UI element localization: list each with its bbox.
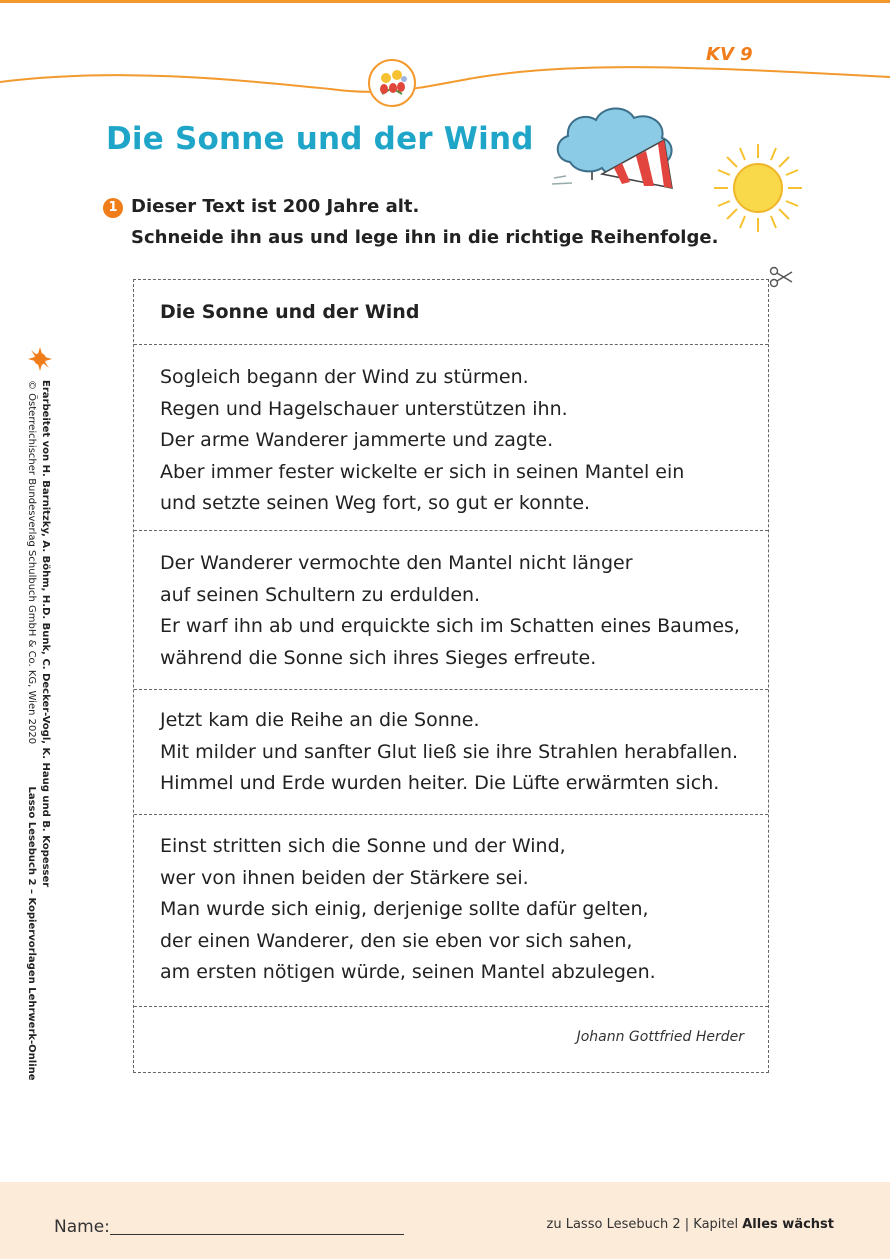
- text-line: wer von ihnen beiden der Stärkere sei.: [160, 866, 529, 889]
- text-line: Der arme Wanderer jammerte und zagte.: [160, 429, 554, 451]
- text-line: Er warf ihn ab und erquickte sich im Schatten eines Baumes,: [160, 615, 740, 637]
- chapter-name: Alles wächst: [742, 1217, 834, 1232]
- cut-section-title: [160, 297, 419, 329]
- text-line: Sogleich begann der Wind zu stürmen.: [160, 366, 529, 388]
- cloud-windsock-icon: [552, 100, 682, 195]
- top-rule: [0, 0, 890, 3]
- text-line: Jetzt kam die Reihe an die Sonne.: [160, 709, 480, 731]
- text-line: Mit milder und sanfter Glut ließ sie ihre Strahlen herabfallen.: [160, 740, 739, 763]
- text-line: am ersten nötigen würde, seinen Mantel abzulegen.: [160, 961, 656, 983]
- cut-line: [134, 530, 768, 531]
- cut-line: [134, 814, 768, 815]
- cut-section-coat: [160, 548, 740, 674]
- task-instruction-1: Dieser Text ist 200 Jahre alt.: [131, 196, 420, 217]
- name-label: Name:: [54, 1217, 110, 1237]
- text-line: Aber immer fester wickelte er sich in seinen Mantel ein: [160, 460, 685, 483]
- text-line: Einst stritten sich die Sonne und der Wind,: [160, 835, 566, 857]
- footer: [0, 1182, 890, 1259]
- text-line: Man wurde sich einig, derjenige sollte dafür gelten,: [160, 898, 649, 920]
- text-line: während die Sonne sich ihres Sieges erfreute.: [160, 646, 597, 669]
- flower-bouquet-icon: [364, 58, 420, 108]
- cut-line: [134, 1006, 768, 1007]
- copyright-text: © Österreichischer Bundesverlag Schulbuch GmbH & Co. KG, Wien 2020: [26, 380, 37, 745]
- book-ref-text: zu Lasso Lesebuch 2 | Kapitel: [546, 1217, 743, 1232]
- page-title: Die Sonne und der Wind: [106, 121, 534, 157]
- text-line: Der Wanderer vermochte den Mantel nicht länger: [160, 552, 633, 574]
- cut-section-sun: [160, 705, 738, 800]
- sun-icon: [712, 142, 804, 234]
- cut-line: [134, 689, 768, 690]
- cut-section-quarrel: [160, 831, 656, 989]
- sidebar-line-1: [24, 380, 38, 1081]
- name-write-line: [110, 1234, 404, 1235]
- book-reference: [547, 1217, 834, 1232]
- scissors-icon: [768, 266, 794, 288]
- series-text: Lasso Lesebuch 2 – Kopiervorlagen Lehrwerk-Online: [26, 786, 37, 1081]
- cut-line: [134, 344, 768, 345]
- text-line: Regen und Hagelschauer unterstützen ihn.: [160, 397, 568, 420]
- task-number-badge: 1: [103, 198, 123, 218]
- kv-label: KV 9: [706, 44, 753, 65]
- text-line: Die Sonne und der Wind: [160, 301, 420, 323]
- publisher-logo-icon: [26, 345, 54, 373]
- task-instruction-2: Schneide ihn aus und lege ihn in die richtige Reihenfolge.: [131, 227, 719, 248]
- text-line: auf seinen Schultern zu erdulden.: [160, 583, 481, 606]
- header-wave: [0, 55, 890, 115]
- text-line: und setzte seinen Weg fort, so gut er konnte.: [160, 492, 591, 514]
- authors-text: Erarbeitet von H. Barnitzky, A. Böhm, H.D. Bunk, C. Decker-Vogl, K. Haug und B. Kopesser: [40, 380, 51, 888]
- cut-section-storm: [160, 362, 684, 520]
- sidebar-credits: [24, 380, 51, 1081]
- text-line: Himmel und Erde wurden heiter. Die Lüfte erwärmten sich.: [160, 772, 720, 794]
- text-line: der einen Wanderer, den sie eben vor sich sahen,: [160, 929, 633, 952]
- author-credit: Johann Gottfried Herder: [576, 1029, 744, 1045]
- cut-out-text-box: [133, 279, 769, 1073]
